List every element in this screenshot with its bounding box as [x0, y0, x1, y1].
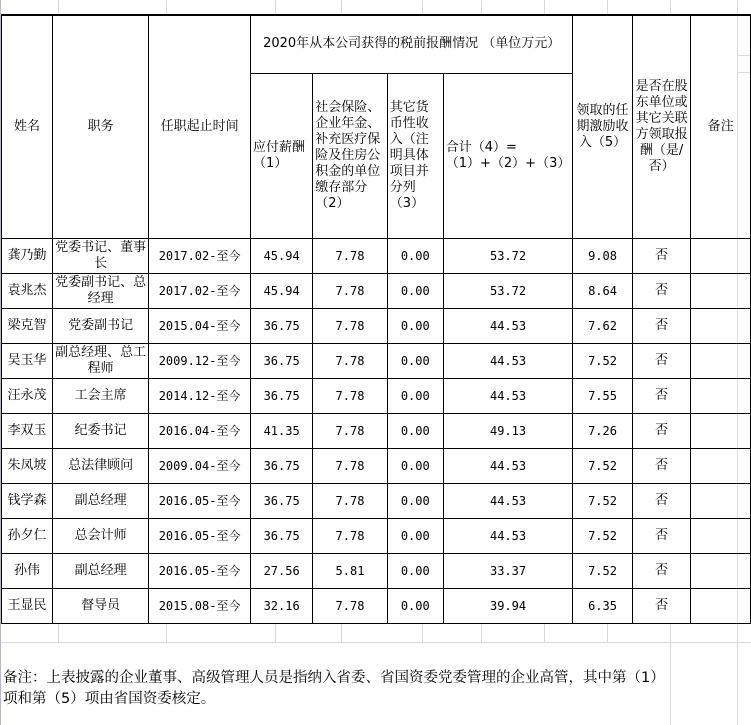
cell-position: 副总经理: [53, 553, 149, 588]
cell-other: 0.00: [387, 448, 443, 483]
cell-name: 王显民: [2, 588, 53, 623]
cell-incentive: 7.52: [573, 518, 632, 553]
header-2020-pay-group: 2020年从本公司获得的税前报酬情况 （单位万元）: [251, 15, 573, 73]
cell-remarks: [691, 238, 751, 273]
cell-salary: 45.94: [251, 273, 313, 308]
header-tenure: 任职起止时间: [149, 15, 251, 238]
gridline: [544, 0, 545, 15]
header-other-income: 其它货币性收入（注明具体项目并分列（3）: [387, 73, 443, 238]
cell-other: 0.00: [387, 553, 443, 588]
cell-total: 44.53: [443, 448, 573, 483]
cell-position: 党委副书记: [53, 308, 149, 343]
gridline: [341, 624, 342, 643]
cell-social: 7.78: [313, 378, 388, 413]
cell-social: 7.78: [313, 483, 388, 518]
cell-name: 梁克智: [2, 308, 53, 343]
cell-related: 否: [632, 308, 691, 343]
cell-related: 否: [632, 238, 691, 273]
gridline: [166, 0, 167, 15]
table-row: [2, 238, 751, 273]
cell-position: 督导员: [53, 588, 149, 623]
cell-social: 7.78: [313, 448, 388, 483]
table-row: [2, 553, 751, 588]
cell-social: 7.78: [313, 588, 388, 623]
cell-remarks: [691, 343, 751, 378]
table-row: [2, 413, 751, 448]
header-incentive: 领取的任期激励收入（5）: [573, 15, 632, 238]
cell-total: 44.53: [443, 378, 573, 413]
cell-total: 44.53: [443, 518, 573, 553]
cell-salary: 27.56: [251, 553, 313, 588]
cell-social: 7.78: [313, 518, 388, 553]
cell-related: 否: [632, 588, 691, 623]
table-row: [2, 378, 751, 413]
cell-other: 0.00: [387, 588, 443, 623]
cell-tenure: 2017.02-至今: [149, 273, 251, 308]
cell-related: 否: [632, 343, 691, 378]
cell-other: 0.00: [387, 273, 443, 308]
header-position: 职务: [53, 15, 149, 238]
cell-total: 44.53: [443, 483, 573, 518]
cell-name: 孙伟: [2, 553, 53, 588]
table-row: [2, 448, 751, 483]
table-row: [2, 273, 751, 308]
cell-remarks: [691, 448, 751, 483]
cell-incentive: 7.26: [573, 413, 632, 448]
cell-related: 否: [632, 483, 691, 518]
cell-social: 7.78: [313, 238, 388, 273]
cell-name: 李双玉: [2, 413, 53, 448]
cell-total: 49.13: [443, 413, 573, 448]
header-total: 合计（4）=（1）+（2）+（3）: [443, 73, 573, 238]
cell-incentive: 9.08: [573, 238, 632, 273]
cell-incentive: 7.52: [573, 483, 632, 518]
cell-salary: 36.75: [251, 518, 313, 553]
cell-remarks: [691, 273, 751, 308]
gridline: [607, 624, 608, 643]
header-name: 姓名: [2, 15, 53, 238]
cell-incentive: 7.62: [573, 308, 632, 343]
cell-related: 否: [632, 518, 691, 553]
cell-tenure: 2014.12-至今: [149, 378, 251, 413]
cell-incentive: 7.52: [573, 448, 632, 483]
cell-remarks: [691, 308, 751, 343]
cell-position: 副总经理: [53, 483, 149, 518]
cell-name: 孙夕仁: [2, 518, 53, 553]
cell-remarks: [691, 553, 751, 588]
cell-position: 总法律顾问: [53, 448, 149, 483]
cell-related: 否: [632, 448, 691, 483]
cell-tenure: 2016.05-至今: [149, 518, 251, 553]
cell-other: 0.00: [387, 378, 443, 413]
cell-tenure: 2017.02-至今: [149, 238, 251, 273]
cell-salary: 45.94: [251, 238, 313, 273]
cell-total: 53.72: [443, 273, 573, 308]
gridline: [422, 0, 423, 15]
cell-position: 党委书记、董事长: [53, 238, 149, 273]
cell-name: 袁兆杰: [2, 273, 53, 308]
gridline: [1, 642, 751, 643]
gridline: [670, 624, 671, 725]
cell-tenure: 2015.08-至今: [149, 588, 251, 623]
cell-name: 龚乃勤: [2, 238, 53, 273]
cell-other: 0.00: [387, 343, 443, 378]
gridline: [275, 624, 276, 643]
cell-position: 工会主席: [53, 378, 149, 413]
cell-other: 0.00: [387, 483, 443, 518]
cell-social: 7.78: [313, 343, 388, 378]
cell-position: 纪委书记: [53, 413, 149, 448]
cell-social: 5.81: [313, 553, 388, 588]
cell-other: 0.00: [387, 238, 443, 273]
table-row: [2, 343, 751, 378]
gridline: [166, 624, 167, 643]
cell-incentive: 6.35: [573, 588, 632, 623]
cell-name: 朱凤坡: [2, 448, 53, 483]
cell-total: 44.53: [443, 343, 573, 378]
gridline: [422, 624, 423, 643]
cell-total: 44.53: [443, 308, 573, 343]
cell-incentive: 8.64: [573, 273, 632, 308]
gridline: [481, 0, 482, 15]
cell-related: 否: [632, 553, 691, 588]
cell-social: 7.78: [313, 308, 388, 343]
cell-other: 0.00: [387, 518, 443, 553]
gridline: [341, 0, 342, 15]
header-salary: 应付薪酬（1）: [251, 73, 313, 238]
cell-related: 否: [632, 413, 691, 448]
cell-salary: 36.75: [251, 483, 313, 518]
footnote: 备注：上表披露的企业董事、高级管理人员是指纳入省委、省国资委党委管理的企业高管，其中第（1）项和第（5）项由省国资委核定。: [3, 670, 658, 707]
cell-other: 0.00: [387, 413, 443, 448]
cell-related: 否: [632, 378, 691, 413]
cell-incentive: 7.52: [573, 343, 632, 378]
table-row: [2, 483, 751, 518]
cell-tenure: 2016.05-至今: [149, 553, 251, 588]
compensation-table: [1, 14, 751, 624]
cell-incentive: 7.55: [573, 378, 632, 413]
cell-remarks: [691, 483, 751, 518]
cell-salary: 36.75: [251, 343, 313, 378]
cell-remarks: [691, 413, 751, 448]
gridline: [607, 0, 608, 15]
table-row: [2, 308, 751, 343]
cell-salary: 36.75: [251, 378, 313, 413]
cell-remarks: [691, 518, 751, 553]
cell-position: 总会计师: [53, 518, 149, 553]
cell-incentive: 7.52: [573, 553, 632, 588]
cell-tenure: 2016.04-至今: [149, 413, 251, 448]
cell-salary: 36.75: [251, 448, 313, 483]
table-row: [2, 588, 751, 623]
table-row: [2, 518, 751, 553]
cell-total: 53.72: [443, 238, 573, 273]
cell-remarks: [691, 588, 751, 623]
cell-total: 33.37: [443, 553, 573, 588]
cell-salary: 36.75: [251, 308, 313, 343]
header-remarks: 备注: [691, 15, 751, 238]
cell-remarks: [691, 378, 751, 413]
cell-name: 汪永茂: [2, 378, 53, 413]
gridline: [481, 624, 482, 643]
gridline: [544, 624, 545, 643]
cell-other: 0.00: [387, 308, 443, 343]
cell-tenure: 2015.04-至今: [149, 308, 251, 343]
gridline: [58, 0, 59, 15]
cell-name: 钱学森: [2, 483, 53, 518]
cell-social: 7.78: [313, 273, 388, 308]
cell-tenure: 2016.05-至今: [149, 483, 251, 518]
header-social-insurance: 社会保险、企业年金、补充医疗保险及住房公积金的单位缴存部分（2）: [313, 73, 388, 238]
gridline: [275, 0, 276, 15]
gridline: [670, 0, 671, 15]
cell-name: 吴玉华: [2, 343, 53, 378]
cell-social: 7.78: [313, 413, 388, 448]
cell-salary: 32.16: [251, 588, 313, 623]
header-related-party: 是否在股东单位或其它关联方领取报酬（是/否）: [632, 15, 691, 238]
cell-position: 副总经理、总工程师: [53, 343, 149, 378]
cell-salary: 41.35: [251, 413, 313, 448]
gridline: [58, 624, 59, 643]
cell-position: 党委副书记、总经理: [53, 273, 149, 308]
cell-tenure: 2009.12-至今: [149, 343, 251, 378]
cell-related: 否: [632, 273, 691, 308]
cell-tenure: 2009.04-至今: [149, 448, 251, 483]
cell-total: 39.94: [443, 588, 573, 623]
